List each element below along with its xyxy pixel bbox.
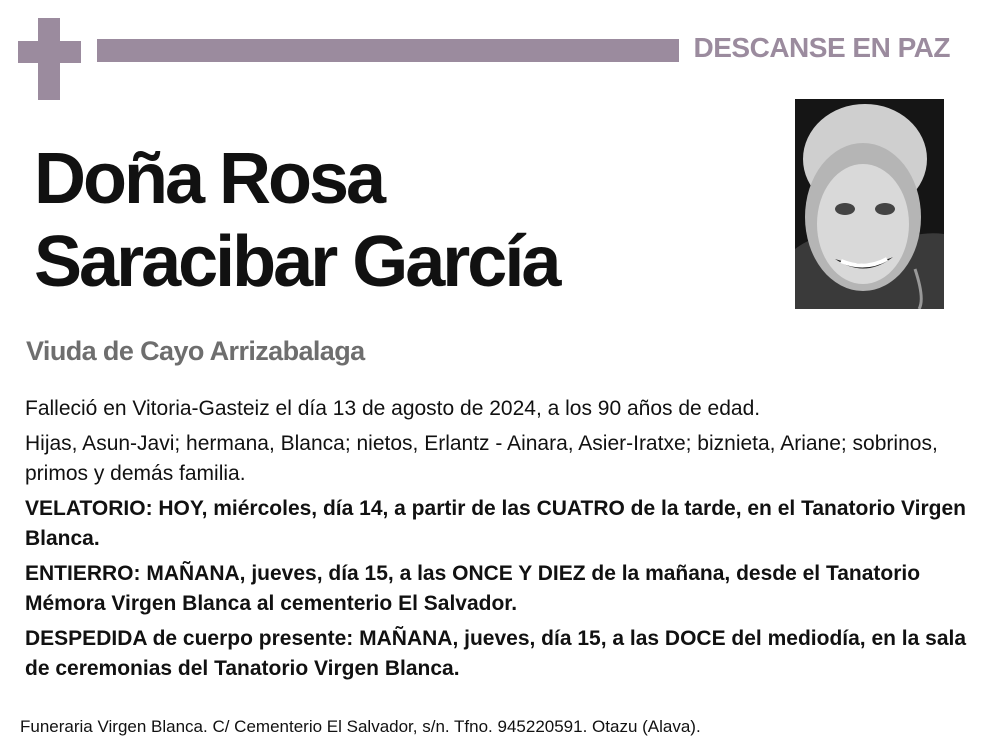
name-line-1: Doña Rosa	[34, 139, 384, 219]
funeral-home-footer: Funeraria Virgen Blanca. C/ Cementerio El Salvador, s/n. Tfno. 945220591. Otazu (Alava).	[20, 717, 701, 736]
death-notice: Falleció en Vitoria-Gasteiz el día 13 de agosto de 2024, a los 90 años de edad.	[25, 397, 761, 420]
family-list: Hijas, Asun-Javi; hermana, Blanca; nietos, Erlantz - Ainara, Asier-Iratxe; biznieta, Ariane; sobrinos, primos y demás familia.	[25, 432, 938, 485]
despedida-notice: DESPEDIDA de cuerpo presente: MAÑANA, jueves, día 15, a las DOCE del mediodía, en la sala de ceremonias del Tanatorio Virgen Blanca.	[25, 627, 967, 680]
portrait-photo	[795, 99, 944, 309]
header-divider-bar	[97, 39, 679, 62]
cross-icon-arm	[18, 41, 81, 63]
name-line-2: Saracibar García	[34, 222, 559, 302]
widow-of-subtitle: Viuda de Cayo Arrizabalaga	[26, 336, 365, 366]
velatorio-notice: VELATORIO: HOY, miércoles, día 14, a partir de las CUATRO de la tarde, en el Tanatorio Virgen Blanca.	[25, 497, 966, 550]
deceased-name	[34, 138, 558, 304]
entierro-notice: ENTIERRO: MAÑANA, jueves, día 15, a las ONCE Y DIEZ de la mañana, desde el Tanatorio Mémora Virgen Blanca al cementerio El Salvador.	[25, 562, 921, 615]
rip-label: DESCANSE EN PAZ	[693, 32, 950, 63]
obituary-body	[25, 394, 970, 689]
